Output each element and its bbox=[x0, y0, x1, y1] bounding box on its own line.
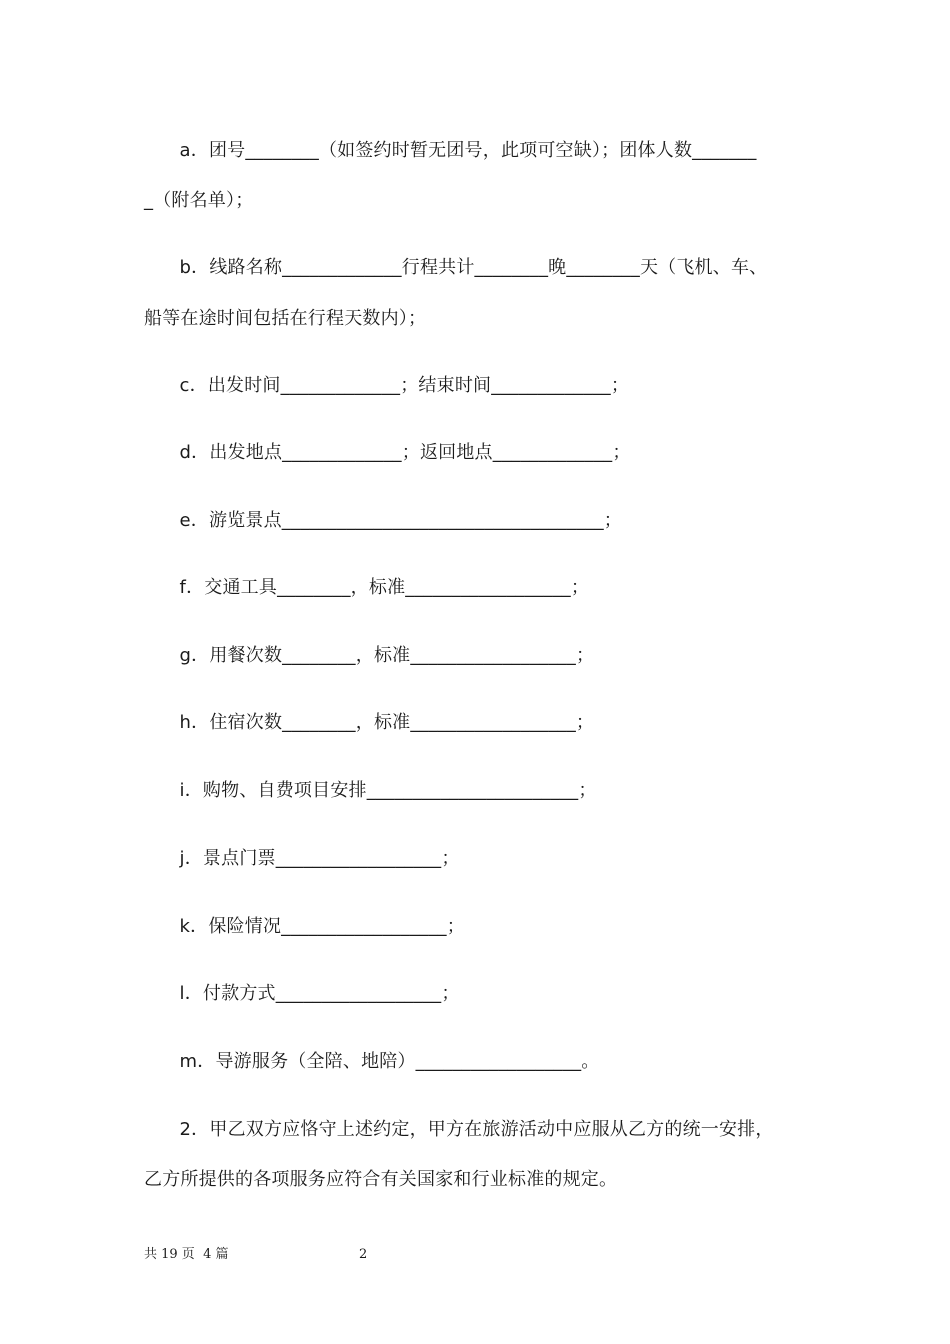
item-f: f．交通工具________，标准__________________； bbox=[144, 577, 590, 598]
item-a-line-2: _（附名单）； bbox=[144, 190, 254, 211]
item-k: k．保险情况__________________； bbox=[144, 916, 465, 937]
item-g: g．用餐次数________，标准__________________； bbox=[144, 645, 595, 666]
item-a-line-1: a．团号________（如签约时暂无团号，此项可空缺）；团体人数_______ bbox=[144, 140, 757, 161]
item-c: c．出发时间_____________；结束时间_____________； bbox=[144, 375, 630, 396]
footer-page-number: 2 bbox=[359, 1247, 368, 1262]
item-h: h．住宿次数________，标准__________________； bbox=[144, 712, 595, 733]
clause-2-line-1: 2．甲乙双方应恪守上述约定，甲方在旅游活动中应服从乙方的统一安排， bbox=[144, 1119, 774, 1140]
item-e: e．游览景点___________________________________； bbox=[144, 510, 623, 531]
footer-page-count: 共 19 页 4 篇 bbox=[144, 1247, 229, 1262]
item-j: j．景点门票__________________； bbox=[144, 848, 460, 869]
item-m: m．导游服务（全陪、地陪）__________________。 bbox=[144, 1051, 600, 1072]
clause-2-line-2: 乙方所提供的各项服务应符合有关国家和行业标准的规定。 bbox=[144, 1169, 618, 1190]
item-d: d．出发地点_____________；返回地点_____________； bbox=[144, 442, 631, 463]
item-b-line-2: 船等在途时间包括在行程天数内）； bbox=[144, 308, 427, 329]
item-l: l．付款方式__________________； bbox=[144, 983, 460, 1004]
item-b-line-1: b．线路名称_____________行程共计________晚________天（飞机、车、 bbox=[144, 257, 768, 278]
item-i: i．购物、自费项目安排_______________________； bbox=[144, 780, 597, 801]
